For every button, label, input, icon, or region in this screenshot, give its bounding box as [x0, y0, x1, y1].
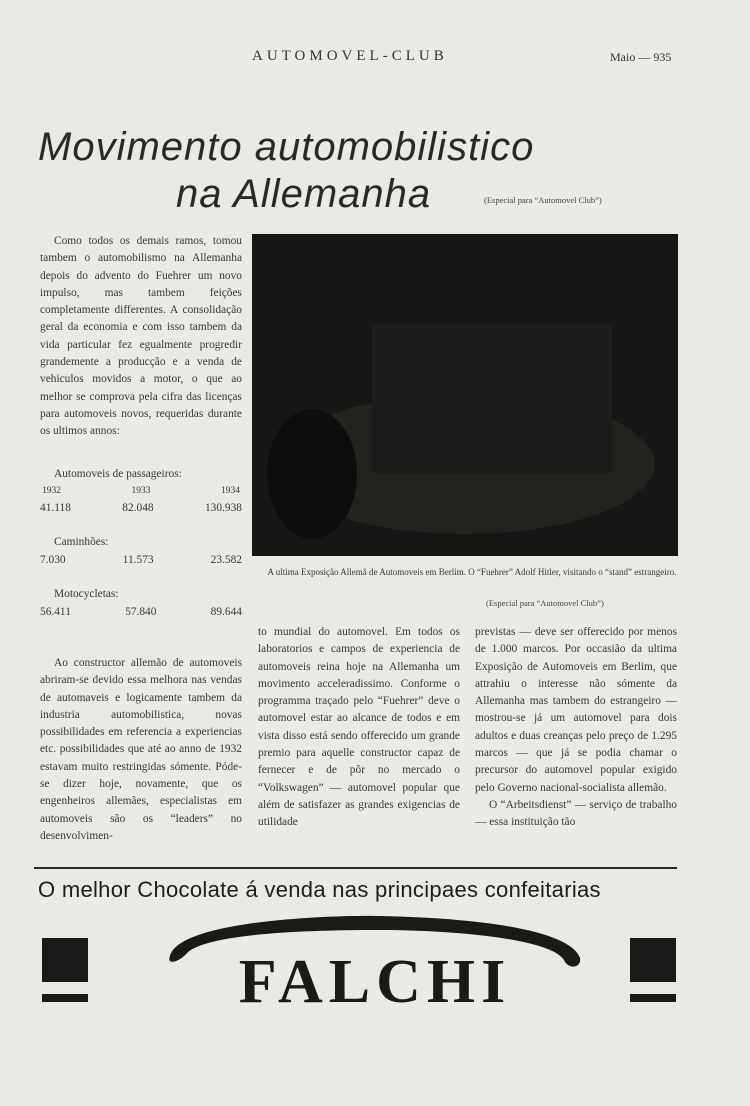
intro-text: Como todos os demais ramos, tomou tambem o automobilismo na Allemanha depois do advento do Fuehrer um novo impulso, mas tambem feições completamente differentes. A consolidação geral da economia e com isso tambem da vida particular fez egualmente progredir grandemente a producção e a venda de vehiculos movidos a motor, o que ao melhor se comprova pela cifra das licenças para automoveis novos, requeridas durante os ultimos annos:	[40, 235, 242, 438]
stat-value: 41.118	[40, 502, 71, 514]
stat-value: 130.938	[204, 502, 242, 514]
stat-label-passenger-cars: Automoveis de passageiros:	[54, 468, 182, 480]
stat-values-trucks	[40, 554, 242, 566]
article-title-line1: Movimento automobilistico	[38, 124, 535, 169]
stat-values-motorcycles	[40, 606, 242, 618]
stat-value: 57.840	[125, 606, 157, 618]
exhibition-photo	[252, 234, 678, 556]
column-2-body	[258, 624, 460, 832]
section-divider	[34, 867, 677, 869]
license-statistics	[40, 468, 242, 640]
year-1934: 1934	[221, 486, 240, 496]
stat-values-passenger-cars	[40, 502, 242, 514]
year-1933: 1933	[131, 486, 151, 496]
stat-value: 7.030	[40, 554, 66, 566]
year-1932: 1932	[42, 486, 61, 496]
ad-decor-block-left	[42, 938, 88, 982]
column-1-text: Ao constructor allemão de automoveis abriram-se devido essa melhora nas vendas de automaveis e logicamente tambem da industria automobilistica, novas possibilidades em referencia a experiencias etc. possibilidades que até ao anno de 1932 estavam muito restringidas sómente. Póde-se dizer hoje, novamente, que os engenheiros allemães, especialistas em automoveis são os “leaders” no desenvolvimen-	[40, 657, 242, 842]
stat-years	[40, 486, 242, 496]
stat-value: 56.411	[40, 606, 71, 618]
column-3-text-2: O “Arbeitsdienst” — serviço de trabalho — essa instituição tão	[475, 798, 677, 829]
column-3-body	[475, 624, 677, 832]
photo-credit: (Especial para “Automovel Club”)	[486, 598, 604, 608]
ad-decor-bar-left	[42, 994, 88, 1002]
article-title-line2: na Allemanha	[176, 171, 432, 216]
article-credit: (Especial para “Automovel Club”)	[484, 195, 602, 205]
ad-decor-bar-right	[630, 994, 676, 1002]
column-1-body	[40, 655, 242, 845]
stat-label-motorcycles: Motocycletas:	[54, 588, 119, 600]
running-head: AUTOMOVEL-CLUB	[252, 48, 448, 64]
stat-label-trucks: Caminhões:	[54, 536, 109, 548]
ad-slogan: O melhor Chocolate á venda nas principaes confeitarias	[38, 877, 601, 902]
stat-value: 82.048	[122, 502, 154, 514]
stat-value: 23.582	[210, 554, 242, 566]
column-2-text: to mundial do automovel. Em todos os laboratorios e campos de experiencia de automoveis reina hoje na Allemanha um movimento acceleradissimo. Conforme o programma traçado pelo “Fuehrer” deve o automovel estar ao alcance de todos e em vista disso está sendo offerecido um grande premio para aquelle constructor capaz de fernecer e de pôr no mercado o “Volkswagen” — automovel popular que além de satisfazer as grandes exigencias de utilidade	[258, 626, 460, 829]
stat-value: 89.644	[210, 606, 242, 618]
column-3-text: previstas — deve ser offerecido por menos de 1.000 marcos. Por occasião da ultima Exposição de Automoveis em Berlim, que attrahiu o interesse não sómente da Allemanha mas tambem do estrangeiro — mostrou-se já um automovel para dois adultos e duas creanças pelo preço de 1.295 marcos — que já se podia chamar o precursor do automovel popular exigido pelo Governo nacional-socialista allemão.	[475, 626, 677, 794]
photo-caption: A ultima Exposição Allemã de Automoveis em Berlim. O “Fuehrer” Adolf Hitler, visitando o “stand” estrangeiro.	[267, 567, 677, 577]
intro-paragraph	[40, 233, 242, 441]
photo-placeholder	[252, 234, 678, 556]
logo-wordmark: FALCHI	[238, 948, 512, 1010]
falchi-logo	[150, 910, 600, 1010]
issue-date-page: Maio — 935	[610, 50, 672, 64]
stat-value: 11.573	[122, 554, 154, 566]
ad-decor-block-right	[630, 938, 676, 982]
